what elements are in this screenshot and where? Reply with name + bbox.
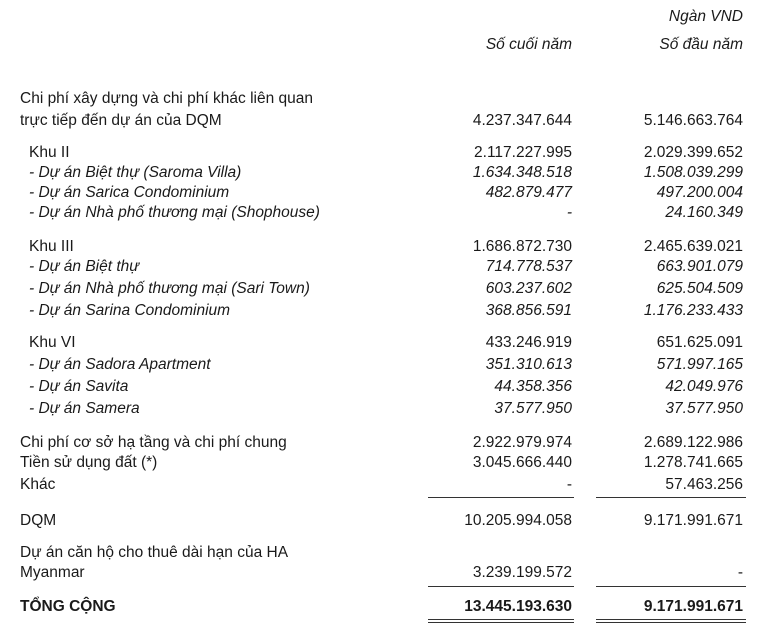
value-begin: 37.577.950 [665, 400, 743, 417]
table-row [0, 454, 767, 474]
total-double-line [596, 622, 746, 623]
row-label: Khác [20, 476, 56, 493]
value-begin: 9.171.991.671 [643, 512, 743, 529]
table-row [0, 334, 767, 354]
row-label: - Dự án Biệt thự (Saroma Villa) [29, 164, 242, 181]
value-begin: 42.049.976 [665, 378, 743, 395]
value-begin: 1.176.233.433 [643, 302, 743, 319]
value-begin: 497.200.004 [656, 184, 743, 201]
row-label: - Dự án Sarina Condominium [29, 302, 231, 319]
value-end: - [566, 204, 572, 221]
value-begin: 571.997.165 [656, 356, 743, 373]
table-row [0, 164, 767, 184]
subtotal-line [428, 497, 574, 498]
table-row [0, 378, 767, 398]
table-row [0, 564, 767, 584]
value-begin: 1.278.741.665 [643, 454, 743, 471]
value-end: 603.237.602 [485, 280, 572, 297]
value-end: 44.358.356 [494, 378, 572, 395]
total-double-line [428, 622, 574, 623]
value-end: 351.310.613 [485, 356, 572, 373]
value-end: 3.045.666.440 [472, 454, 572, 471]
value-begin: - [737, 564, 743, 581]
value-end: - [566, 476, 572, 493]
row-label: - Dự án Biệt thự [29, 258, 140, 275]
column-header-end-of-year: Số cuối năm [485, 36, 572, 53]
value-begin: 2.689.122.986 [643, 434, 743, 451]
value-end: 1.634.348.518 [472, 164, 572, 181]
value-end: 3.239.199.572 [472, 564, 572, 581]
value-begin: 1.508.039.299 [643, 164, 743, 181]
table-row [0, 258, 767, 278]
row-label: Dự án căn hộ cho thuê dài hạn của HA [20, 544, 289, 561]
total-double-line [596, 619, 746, 620]
value-end: 482.879.477 [485, 184, 572, 201]
unit-label: Ngàn VND [668, 8, 743, 25]
row-label: Myanmar [20, 564, 85, 581]
value-begin: 663.901.079 [656, 258, 743, 275]
value-begin: 2.029.399.652 [643, 144, 743, 161]
row-label: - Dự án Nhà phố thương mại (Sari Town) [29, 280, 310, 297]
subtotal-line [428, 586, 574, 587]
value-begin: 57.463.256 [665, 476, 743, 493]
value-end: 13.445.193.630 [464, 598, 572, 615]
table-row [0, 476, 767, 496]
value-end: 714.778.537 [485, 258, 572, 275]
value-begin: 625.504.509 [656, 280, 743, 297]
total-double-line [428, 619, 574, 620]
table-row [0, 144, 767, 164]
value-begin: 651.625.091 [656, 334, 743, 351]
row-label: - Dự án Samera [29, 400, 140, 417]
row-label: - Dự án Sadora Apartment [29, 356, 211, 373]
value-end: 2.117.227.995 [474, 144, 572, 161]
subtotal-line [596, 586, 746, 587]
table-row [0, 204, 767, 224]
table-row [0, 112, 767, 132]
value-begin: 5.146.663.764 [643, 112, 743, 129]
table-row [0, 544, 767, 564]
row-label: - Dự án Sarica Condominium [29, 184, 230, 201]
value-end: 37.577.950 [494, 400, 572, 417]
value-end: 10.205.994.058 [464, 512, 572, 529]
row-label: Chi phí xây dựng và chi phí khác liên quan [20, 90, 314, 107]
subtotal-line [596, 497, 746, 498]
total-row [0, 598, 767, 618]
row-label: TỔNG CỘNG [20, 598, 116, 615]
row-label: Khu II [29, 144, 70, 161]
table-row [0, 184, 767, 204]
value-begin: 24.160.349 [665, 204, 743, 221]
table-row [0, 90, 767, 110]
value-end: 433.246.919 [485, 334, 572, 351]
table-row [0, 434, 767, 454]
row-label: trực tiếp đến dự án của DQM [20, 112, 222, 129]
row-label: Tiền sử dụng đất (*) [20, 454, 158, 471]
row-label: DQM [20, 512, 57, 529]
table-row [0, 302, 767, 322]
table-row [0, 238, 767, 258]
value-end: 1.686.872.730 [472, 238, 572, 255]
value-end: 368.856.591 [485, 302, 572, 319]
table-row [0, 512, 767, 532]
row-label: - Dự án Nhà phố thương mại (Shophouse) [29, 204, 320, 221]
row-label: - Dự án Savita [29, 378, 129, 395]
row-label: Khu VI [29, 334, 76, 351]
table-row [0, 400, 767, 420]
column-header-beginning-of-year: Số đầu năm [659, 36, 743, 53]
table-row [0, 280, 767, 300]
value-end: 4.237.347.644 [472, 112, 572, 129]
value-begin: 9.171.991.671 [643, 598, 743, 615]
value-end: 2.922.979.974 [472, 434, 572, 451]
row-label: Chi phí cơ sở hạ tầng và chi phí chung [20, 434, 287, 451]
value-begin: 2.465.639.021 [643, 238, 743, 255]
table-row [0, 356, 767, 376]
row-label: Khu III [29, 238, 74, 255]
